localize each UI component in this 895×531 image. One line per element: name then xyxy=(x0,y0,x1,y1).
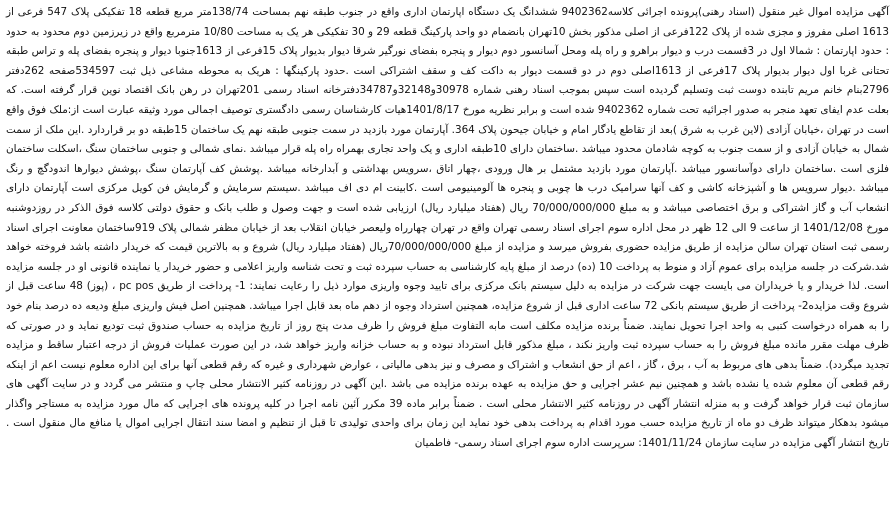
auction-notice-text: آگهی مزایده اموال غیر منقول (اسناد رهنی)پرونده اجرائی کلاسه9402362 ششدانگ یک دستگاه اپارتمان اداری واقع در جنوب طبقه نهم بمساحت 138/74متر مربع قطعه 18 تفکیکی پلاک 547 فرعی از 1613 اصلی مفروز و مجزی شده از پلاک 122فرعی از اصلی مذکور بخش 10تهران بانضمام دو واحد پارکینگ قطعه 29 و 30 تفکیکی هر یک به مساحت 10/80 مترمربع واقع در زیرزمین دوم محدود به حدود : حدود اپارتمان : شمالا اول در 3قسمت درب و دیوار براهرو و راه پله ومحل آسانسور دوم دیوار و پنجره بفضای نورگیر شرقا دیوار بدیوار پلاک 15فرعی از 1613جنوبا دیوار و پنجره بفضای پله و تراس طبقه تحتانی غربا اول دیوار بدیوار پلاک 17فرعی از 1613اصلی دوم در دو قسمت دیوار به داکت کف و سقف اشتراکی است .حدود پارکینگها : هریک به محوطه مشاعی ذیل ثبت 534597صفحه 262دفتر 2796بنام خانم مریم تابنده دوست ثبت وتسلیم گردیده است سپس بموجب اسناد رهنی شماره 30978و32148و34787دفترخانه اسناد رسمی 201تهران در رهن بانک اقتصاد نوین قرار گرفته است. که بعلت عدم ایفای تعهد منجر به صدور اجرائیه تحت شماره 9402362 شده است و برابر نظریه مورخ 1401/8/17هیات کارشناسان رسمی دادگستری توصیف اجمالی مورد وثیقه عبارت است از:ملک فوق واقع است در تهران ،خیابان آزادی (لاین غرب به شرق )بعد از تقاطع یادگار امام و خیابان جیحون پلاک 364. آپارتمان مورد بازدید در سمت جنوبی طبقه نهم یک ساختمان 15طبقه دو بر قراردارد .این ملک از سمت شمال به خیابان آزادی و از سمت جنوب به کوچه شادمان محدود میباشد .ساختمان دارای 10طبقه اداری و یک واحد تجاری بهمراه راه پله قرار میباشد .نمای شمالی و جنوبی ساختمان سنگ ،اسکلت ساختمان فلزی است .ساختمان دارای دوآسانسور میباشد .آپارتمان مورد بازدید مشتمل بر هال ورودی ،چهار اتاق ،سرویس بهداشتی و آبدارخانه میباشد .پوشش کف آپارتمان سنگ ،پوشش دیوارها اندودگچ و رنگ میباشد .دیوار سرویس ها و آشپزخانه کاشی و کف آنها سرامیک درب ها چوبی و پنجره ها آلومینیومی است .کابینت ام دی اف میباشد .سیستم سرمایش و گرمایش فن کویل مرکزی است آپارتمان دارای انشعاب آب و گاز اشتراکی و برق اختصاصی میباشد و به مبلغ 70/000/000/000 ریال (هفتاد میلیارد ریال) ارزیابی شده است و جهت وصول و طلب بانک و حقوق دولتی کلاسه فوق الذکر در روزدوشنبه مورخ 1401/12/08 از ساعت 9 الی 12 ظهر در محل اداره سوم اجرای اسناد رسمی تهران واقع در تهران چهارراه ولیعصر خیابان انقلاب بعد از خیابان مظفر شمالی پلاک 919ساختمان معاونت اجرای اسناد رسمی ثبت استان تهران سالن مزایده از طریق مزایده حضوری بفروش میرسد و مزایده از مبلغ 70/000/000/000ریال (هفتاد میلیارد ریال) شروع و به بالاترین قیمت که خریدار داشته باشد فروخته خواهد شد.شرکت در جلسه مزایده برای عموم آزاد و منوط به پرداخت 10 (ده) درصد از مبلغ پایه کارشناسی به حساب سپرده ثبت و تحت شناسه واریز اعلامی و حضور خریدار یا نماینده قانونی او در جلسه مزایده است. لذا خریدار و یا خریداران می بایست جهت شرکت در مزایده به دلیل سیستم بانک مرکزی برای تایید وجوه واریزی موارد ذیل را رعایت نمایند: 1- پرداخت از طریق pc pos ، (پوز) 48 ساعت قبل از شروع وقت مزایده2- پرداخت از طریق سیستم بانکی 72 ساعت اداری قبل از شروع مزایده، همچنین استرداد وجوه از دهم ماه بعد قابل اجرا میباشد. همچنین اصل فیش واریزی مبلغ ودیعه ده درصد بنام خود را به همراه درخواست کتبی به واحد اجرا تحویل نمایند. ضمناً برنده مزایده مکلف است مابه التفاوت مبلغ فروش را ظرف مدت پنج روز از تاریخ مزایده به حساب صندوق ثبت تودیع نماید و در صورتی که ظرف مهلت مقرر مانده مبلغ فروش را به حساب سپرده ثبت واریز نکند ، مبلغ مذکور قابل استرداد نبوده و به حساب خزانه واریز خواهد شد، در این صورت عملیات فروش از درجه اعتبار ساقط و مزایده تجدید میگردد). ضمناً بدهی های مربوط به آب ، برق ، گاز ، اعم از حق انشعاب و اشتراک و مصرف و نیز بدهی مالیاتی ، عوارض شهرداری و غیره که رقم قطعی آنها برای این اداره معلوم نیست اعم از اینکه رقم قطعی آن معلوم شده یا نشده باشد و همچنین نیم عشر اجرایی و حق مزایده به عهده برنده مزایده می باشد .این آگهی در روزنامه کثیر الانتشار محلی چاپ و منتشر می گردد و در سایت آگهی های سازمان ثبت قرار خواهد گرفت و به منزله انتشار آگهی در روزنامه کثیر الانتشار محلی است . ضمناً برابر ماده 39 مکرر آئین نامه اجرا در کلیه پرونده های اجرایی که مال مورد مزایده به مستاجر واگذار میشود بدهکار میتواند ظرف دو ماه از تاریخ مزایده حسب مورد اقدام به پرداخت بدهی خود نماید این زمان برای واحدی تولیدی تا قبل از تنظیم و امضا سند انتقال اجرایی اموال یا منافع مال منقول است . تاریخ انتشار آگهی مزایده در سایت سازمان 1401/11/24: سرپرست اداره سوم اجرای اسناد رسمی- فاطمیان xyxy=(6,6,890,450)
